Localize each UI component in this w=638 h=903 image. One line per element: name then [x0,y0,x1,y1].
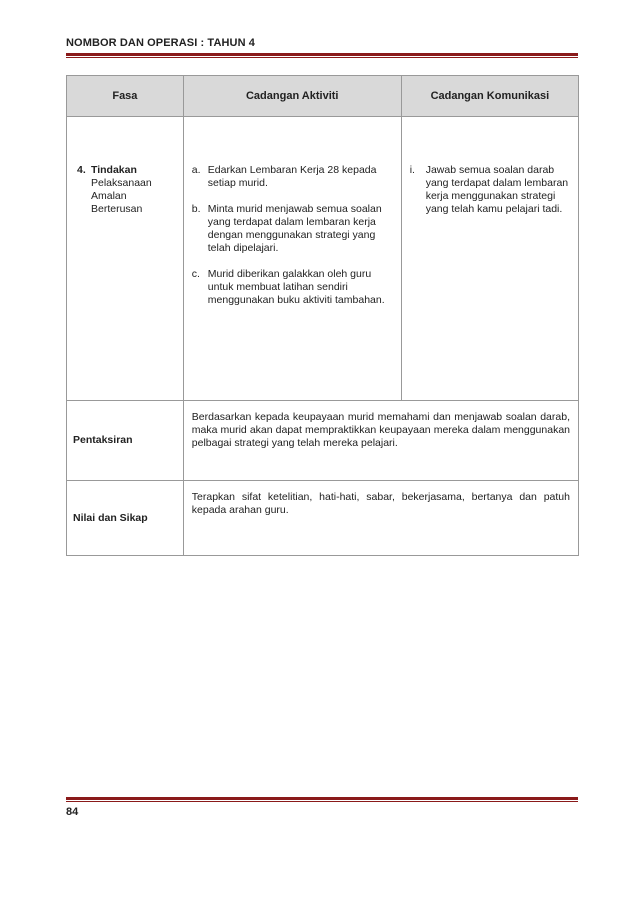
assessment-label: Pentaksiran [67,401,184,481]
communication-cell [401,117,578,401]
table-row [67,481,579,556]
communication-marker: i. [409,164,415,176]
activity-text: Edarkan Lembaran Kerja 28 kepada setiap murid. [207,164,377,189]
activities-cell [183,117,401,401]
list-item [410,164,572,216]
page-number: 84 [66,806,79,818]
table-header-row [67,76,579,117]
list-item [192,268,393,307]
phase-cell [67,117,184,401]
activity-text: Minta murid menjawab semua soalan yang terdapat dalam lembaran kerja dengan menggunakan strategi yang telah dipelajari. [207,203,382,254]
list-item [192,203,393,255]
header-cadangan-komunikasi: Cadangan Komunikasi [401,76,578,117]
activity-marker: c. [191,268,200,280]
activity-marker: a. [191,164,201,176]
page-header-title: NOMBOR DAN OPERASI : TAHUN 4 [66,37,255,49]
list-item [192,164,393,190]
values-text: Terapkan sifat ketelitian, hati-hati, sabar, bekerjasama, bertanya dan patuh kepada arahan guru. [183,481,578,556]
phase-subtitle-line: Pelaksanaan [91,177,152,189]
header-rule [66,53,578,58]
phase-subtitle-line: Amalan [91,190,127,202]
lesson-table [66,75,579,556]
activity-text: Murid diberikan galakkan oleh guru untuk membuat latihan sendiri menggunakan buku aktiviti tambahan. [207,268,385,306]
activity-marker: b. [191,203,201,215]
values-label: Nilai dan Sikap [67,481,184,556]
table-row [67,117,579,401]
communication-text: Jawab semua soalan darab yang terdapat dalam lembaran kerja menggunakan strategi yang telah kamu pelajari tadi. [425,164,569,215]
phase-subtitle-line: Berterusan [91,203,143,215]
header-cadangan-aktiviti: Cadangan Aktiviti [183,76,401,117]
phase-title: Tindakan [91,164,137,176]
table-row [67,401,579,481]
phase-number: 4. [77,164,86,176]
header-fasa: Fasa [67,76,184,117]
footer-rule [66,797,578,802]
assessment-text: Berdasarkan kepada keupayaan murid memahami dan menjawab soalan darab, maka murid akan dapat mempraktikkan keupayaan mereka dalam menggunakan pelbagai strategi yang telah mereka pelajari. [183,401,578,481]
